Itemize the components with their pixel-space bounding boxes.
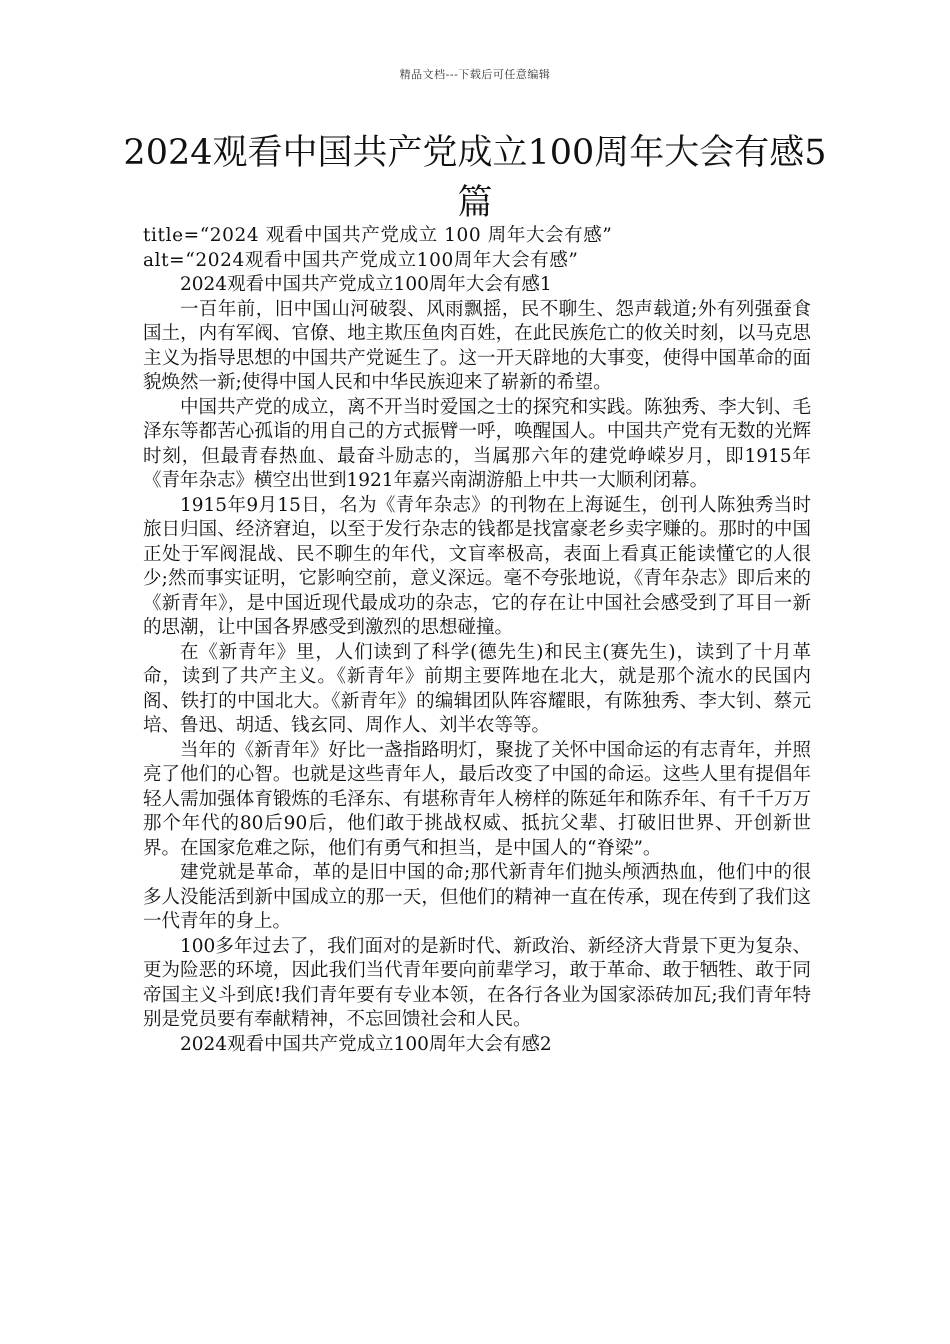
- meta-alt-line: alt=“2024观看中国共产党成立100周年大会有感”: [143, 249, 579, 271]
- paragraph: 100多年过去了，我们面对的是新时代、新政治、新经济大背景下更为复杂、更为险恶的环境，因此我们当代青年要向前辈学习，敢于革命、敢于牺牲、敢于同帝国主义斗到底!我们青年要有专业本领，在各行各业为国家添砖加瓦;我们青年特别是党员要有奉献精神，不忘回馈社会和人民。: [143, 935, 811, 1030]
- paragraph: 一百年前，旧中国山河破裂、风雨飘摇，民不聊生、怨声载道;外有列强蚕食国土，内有军阀、官僚、地主欺压鱼肉百姓，在此民族危亡的攸关时刻，以马克思主义为指导思想的中国共产党诞生了。这一开天辟地的大事变，使得中国革命的面貌焕然一新;使得中国人民和中华民族迎来了崭新的希望。: [143, 298, 811, 393]
- document-body: [143, 224, 811, 1057]
- paragraph: 中国共产党的成立，离不开当时爱国之士的探究和实践。陈独秀、李大钊、毛泽东等都苦心孤诣的用自己的方式振臂一呼，唤醒国人。中国共产党有无数的光辉时刻，但最青春热血、最奋斗励志的，当属那六年的建党峥嵘岁月，即1915年《青年杂志》横空出世到1921年嘉兴南湖游船上中共一大顺利闭幕。: [143, 396, 811, 491]
- paragraph: 1915年9月15日，名为《青年杂志》的刊物在上海诞生，创刊人陈独秀当时旅日归国、经济窘迫，以至于发行杂志的钱都是找富豪老乡卖字赚的。那时的中国正处于军阀混战、民不聊生的年代，文盲率极高，表面上看真正能读懂它的人很少;然而事实证明，它影响空前，意义深远。毫不夸张地说，《青年杂志》即后来的《新青年》，是中国近现代最成功的杂志，它的存在让中国社会感受到了耳目一新的思潮，让中国各界感受到激烈的思想碰撞。: [143, 494, 811, 638]
- paragraph: 建党就是革命，革的是旧中国的命;那代新青年们抛头颅洒热血，他们中的很多人没能活到新中国成立的那一天，但他们的精神一直在传承，现在传到了我们这一代青年的身上。: [143, 862, 811, 932]
- page-header: 精品文档---下载后可任意编辑: [399, 68, 551, 81]
- meta-title-line: title=“2024 观看中国共产党成立 100 周年大会有感”: [143, 225, 613, 246]
- section-heading-1: 2024观看中国共产党成立100周年大会有感1: [180, 274, 552, 295]
- meta-attributes: [143, 224, 811, 273]
- paragraph: 在《新青年》里，人们读到了科学(德先生)和民主(赛先生)，读到了十月革命，读到了共产主义。《新青年》前期主要阵地在北大，就是那个流水的民国内阁、铁打的中国北大。《新青年》的编辑团队阵容耀眼，有陈独秀、李大钊、蔡元培、鲁迅、胡适、钱玄同、周作人、刘半农等等。: [143, 641, 811, 736]
- document-title: 2024观看中国共产党成立100周年大会有感5篇: [123, 133, 827, 223]
- section-heading-2: 2024观看中国共产党成立100周年大会有感2: [180, 1033, 552, 1055]
- paragraph: 当年的《新青年》好比一盏指路明灯，聚拢了关怀中国命运的有志青年，并照亮了他们的心智。也就是这些青年人，最后改变了中国的命运。这些人里有提倡年轻人需加强体育锻炼的毛泽东、有堪称青年人榜样的陈延年和陈乔年、有千千万万那个年代的80后90后，他们敢于挑战权威、抵抗父辈、打破旧世界、开创新世界。在国家危难之际，他们有勇气和担当，是中国人的“脊梁”。: [143, 739, 811, 859]
